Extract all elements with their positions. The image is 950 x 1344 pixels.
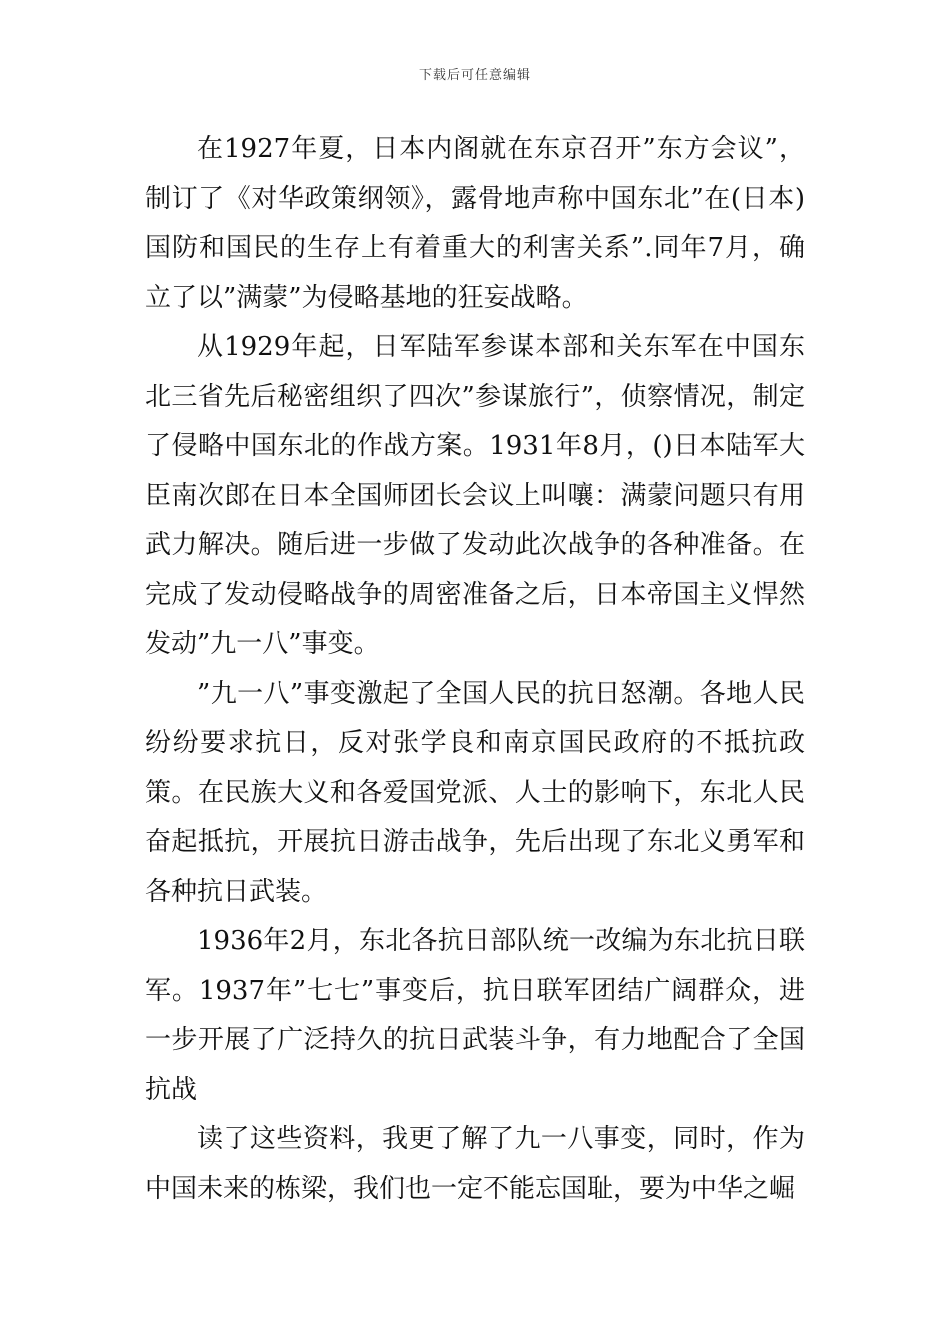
- page-header-note: 下载后可任意编辑: [418, 68, 531, 83]
- document-body: [145, 125, 805, 1214]
- paragraph-2: 从1929年起，日军陆军参谋本部和关东军在中国东北三省先后秘密组织了四次”参谋旅行”，侦察情况，制定了侵略中国东北的作战方案。1931年8月，()日本陆军大臣南次郎在日本全国师团长会议上叫嚷：满蒙问题只有用武力解决。随后进一步做了发动此次战争的各种准备。在完成了发动侵略战争的周密准备之后，日本帝国主义悍然发动”九一八”事变。: [145, 332, 805, 659]
- paragraph-1: 在1927年夏，日本内阁就在东京召开”东方会议”，制订了《对华政策纲领》，露骨地声称中国东北”在(日本)国防和国民的生存上有着重大的利害关系”.同年7月，确立了以”满蒙”为侵略基地的狂妄战略。: [145, 134, 805, 313]
- paragraph-4: 1936年2月，东北各抗日部队统一改编为东北抗日联军。1937年”七七”事变后，抗日联军团结广阔群众，进一步开展了广泛持久的抗日武装斗争，有力地配合了全国抗战: [145, 926, 805, 1105]
- paragraph-3: ”九一八”事变激起了全国人民的抗日怒潮。各地人民纷纷要求抗日，反对张学良和南京国民政府的不抵抗政策。在民族大义和各爱国党派、人士的影响下，东北人民奋起抵抗，开展抗日游击战争，先后出现了东北义勇军和各种抗日武装。: [145, 678, 805, 907]
- paragraph-5: 读了这些资料，我更了解了九一八事变，同时，作为中国未来的栋梁，我们也一定不能忘国耻，要为中华之崛: [145, 1124, 805, 1204]
